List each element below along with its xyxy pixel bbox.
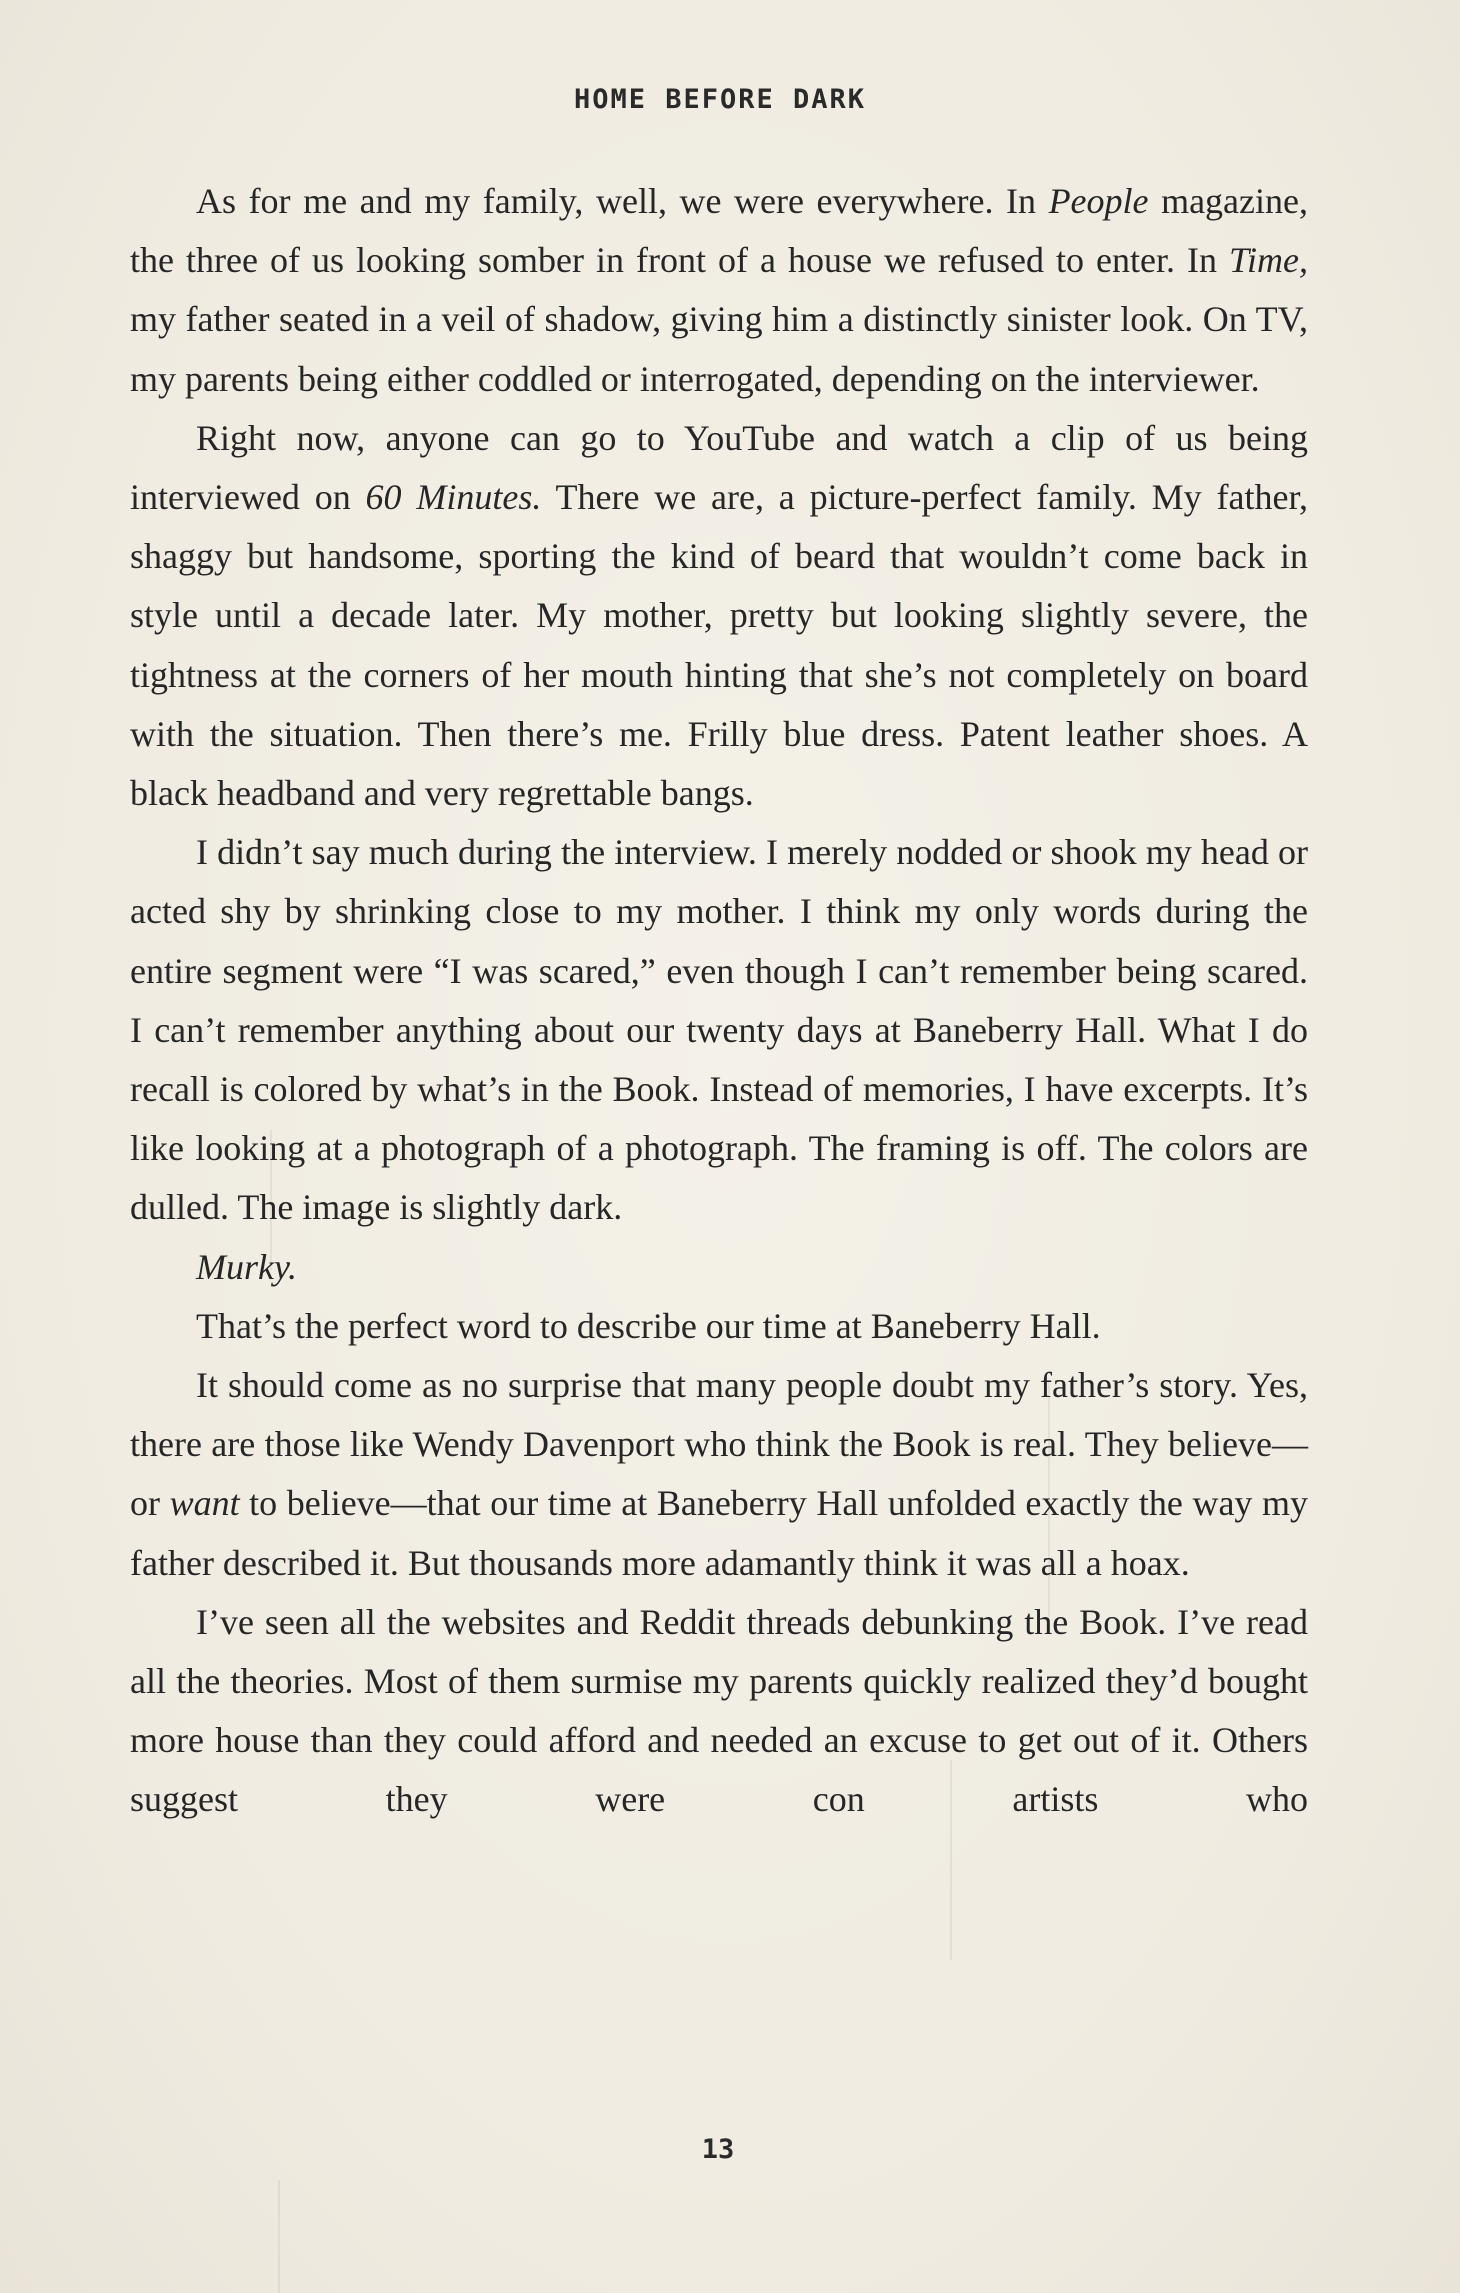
- text-run: There we are, a picture-perfect family. My father, shaggy but handsome, sporting the kind of beard that wouldn’t come back in style until a decade later. My mother, pretty but looking slightly severe, the tightness at the corners of her mouth hinting that she’s not completely on board with the situation. Then there’s me. Frilly blue dress. Patent leather shoes. A black headband and very regrettable bangs.: [130, 477, 1308, 814]
- italic-text-run: Murky.: [196, 1246, 297, 1287]
- running-head: HOME BEFORE DARK: [573, 84, 867, 115]
- page-number: 13: [701, 2134, 735, 2165]
- text-run: my father seated in a veil of shadow, giving him a distinctly sinister look. On TV, my parents being either coddled or interrogated, depending on the interviewer.: [130, 299, 1308, 399]
- text-run: Right now, anyone can go to YouTube and watch a clip of us being interviewed on: [130, 417, 1308, 518]
- italic-text-run: 60 Minutes.: [365, 477, 542, 518]
- body-text: [130, 172, 1308, 1830]
- italic-text-run: People: [1048, 181, 1149, 221]
- paragraph: [130, 823, 1308, 1237]
- paragraph: [130, 1238, 1308, 1297]
- paragraph: [130, 1593, 1308, 1830]
- paragraph: [130, 172, 1308, 409]
- text-run: magazine, the three of us looking somber in front of a house we refused to enter. In: [130, 181, 1308, 281]
- paragraph: [130, 1356, 1308, 1593]
- text-run: That’s the perfect word to describe our time at Baneberry Hall.: [196, 1305, 1101, 1346]
- italic-text-run: Time,: [1228, 240, 1308, 281]
- text-run: to believe—that our time at Baneberry Hall unfolded exactly the way my father described it. But thousands more adamantly think it was all a hoax.: [130, 1483, 1308, 1583]
- paragraph: [130, 409, 1308, 823]
- text-run: I didn’t say much during the interview. I merely nodded or shook my head or acted shy by shrinking close to my mother. I think my only words during the entire segment were “I was scared,” even though I can’t remember being scared. I can’t remember anything about our twenty days at Baneberry Hall. What I do recall is colored by what’s in the Book. Instead of memories, I have excerpts. It’s like looking at a photograph of a photograph. The framing is off. The colors are dulled. The image is slightly dark.: [130, 832, 1308, 1228]
- paper-show-through: [278, 2180, 280, 2293]
- text-run: It should come as no surprise that many people doubt my father’s story. Yes, there are those like Wendy Davenport who think the Book is real. They believe—or: [130, 1365, 1308, 1524]
- paragraph: [130, 1297, 1308, 1356]
- italic-text-run: want: [169, 1483, 240, 1524]
- text-run: As for me and my family, well, we were everywhere. In: [196, 181, 1049, 221]
- text-run: I’ve seen all the websites and Reddit threads debunking the Book. I’ve read all the theories. Most of them surmise my parents quickly realized they’d bought more house than they could afford and needed an excuse to get out of it. Others suggest they were con artists who: [130, 1601, 1308, 1820]
